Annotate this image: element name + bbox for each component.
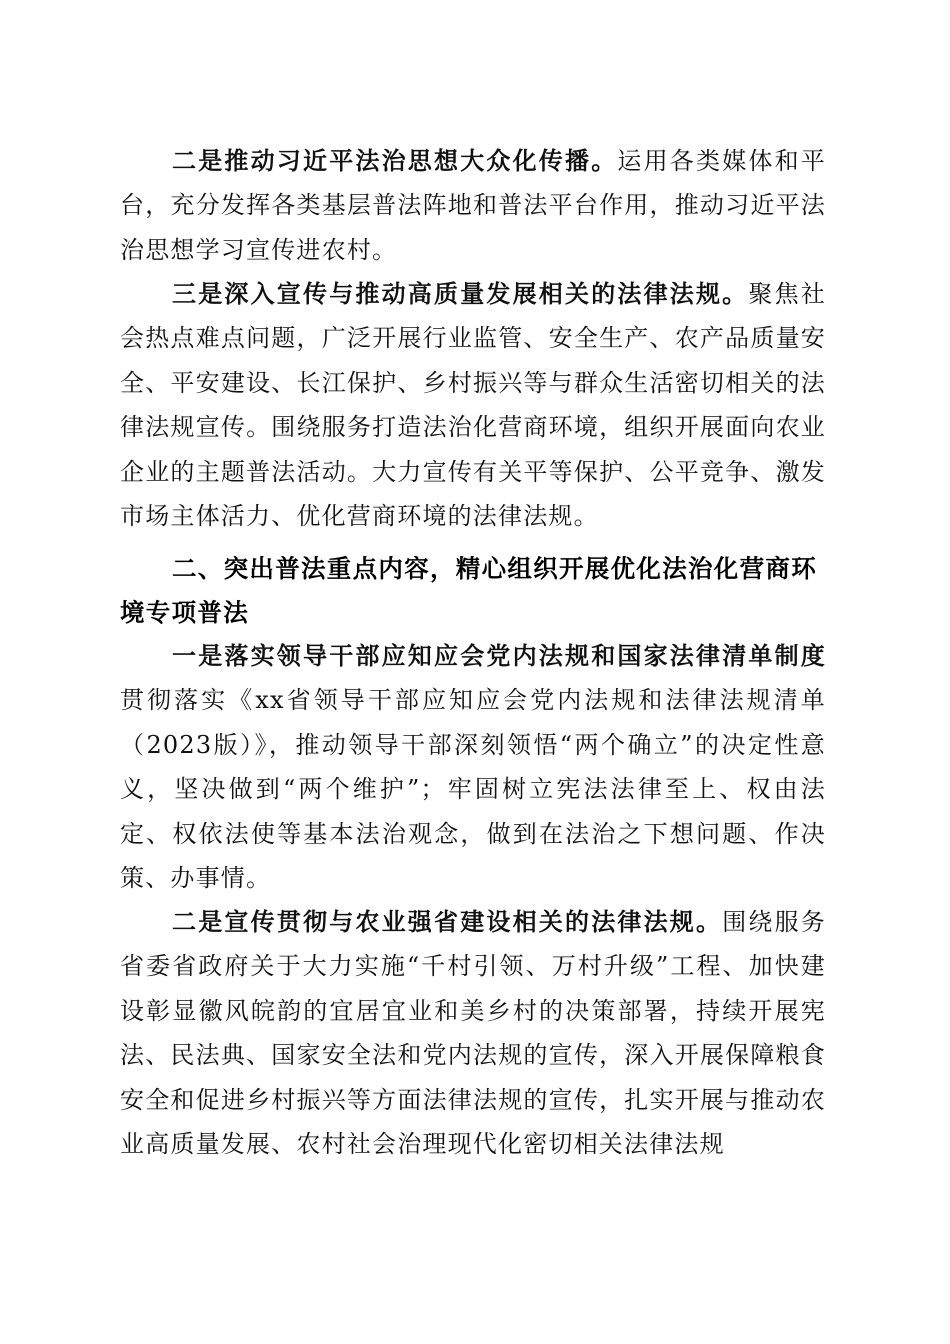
paragraph-lead: 二是宣传贯彻与农业强省建设相关的法律法规。 <box>172 908 723 936</box>
paragraph-body: 围绕服务省委省政府关于大力实施“千村引领、万村升级”工程、加快建设彰显徽风皖韵的宜居宜业和美乡村的决策部署，持续开展宪法、民法典、国家安全法和党内法规的宣传，深入开展保障粮食安全和促进乡村振兴等方面法律法规的宣传，扎实开展与推动农业高质量发展、农村社会治理现代化密切相关法律法规 <box>120 908 826 1159</box>
paragraph-agricultural-province <box>120 900 826 1166</box>
paragraph-body: 贯彻落实《xx省领导干部应知应会党内法规和法律法规清单（2023版）》，推动领导干部深刻领悟“两个确立”的决定性意义，坚决做到“两个维护”；牢固树立宪法法律至上、权由法定、权依法使等基本法治观念，做到在法治之下想问题、作决策、办事情。 <box>120 686 826 893</box>
paragraph-high-quality-development <box>120 272 826 538</box>
paragraph-lead: 二是推动习近平法治思想大众化传播。 <box>172 147 618 175</box>
paragraph-body: 运用各类媒体和平台，充分发挥各类基层普法阵地和普法平台作用，推动习近平法治思想学习宣传进农村。 <box>120 147 826 264</box>
paragraph-leader-law-list <box>120 634 826 900</box>
section-heading: 二、突出普法重点内容，精心组织开展优化法治化营商环境专项普法 <box>120 554 817 628</box>
paragraph-body: 聚焦社会热点难点问题，广泛开展行业监管、安全生产、农产品质量安全、平安建设、长江保护、乡村振兴等与群众生活密切相关的法律法规宣传。围绕服务打造法治化营商环境，组织开展面向农业企业的主题普法活动。大力宣传有关平等保护、公平竞争、激发市场主体活力、优化营商环境的法律法规。 <box>120 280 826 531</box>
paragraph-lead: 一是落实领导干部应知应会党内法规和国家法律清单制度 <box>172 642 826 670</box>
paragraph-lead: 三是深入宣传与推动高质量发展相关的法律法规。 <box>172 280 749 308</box>
paragraph-popularize-thought <box>120 139 826 272</box>
